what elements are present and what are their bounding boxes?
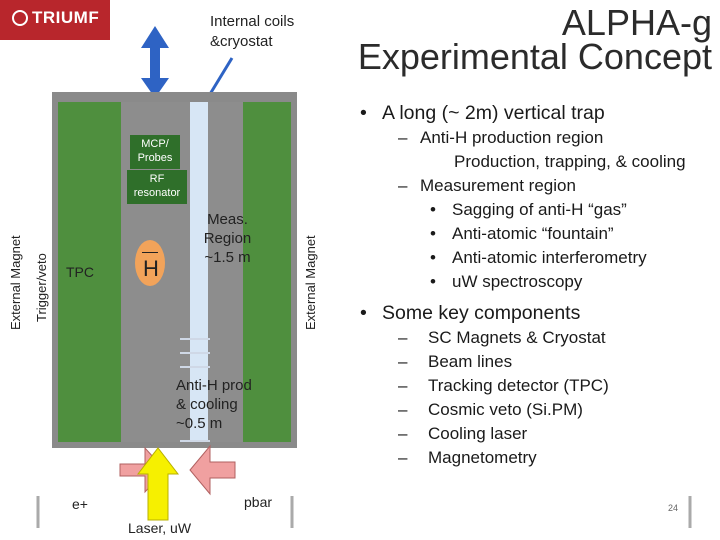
coils-label-line2: &cryostat	[210, 33, 273, 50]
bullet-marker: •	[430, 200, 436, 219]
laser-beam-arrow-icon	[138, 448, 178, 520]
bullet-marker: –	[398, 328, 408, 347]
slide-title-line2: Experimental Concept	[357, 36, 712, 77]
coils-label-line1: Internal coils	[210, 13, 295, 30]
pbar-label: pbar	[244, 494, 273, 510]
external-magnet-right-label: External Magnet	[303, 235, 318, 330]
bullet-item	[360, 270, 710, 294]
bullet-marker: –	[398, 424, 408, 443]
bullet-text: A long (~ 2m) vertical trap	[382, 102, 605, 124]
bullet-item	[360, 246, 710, 270]
bullet-text: Anti-atomic interferometry	[452, 248, 647, 267]
positron-label: e+	[72, 496, 88, 512]
bullet-item	[360, 198, 710, 222]
bullet-marker: –	[398, 400, 408, 419]
bullet-marker: •	[360, 102, 367, 124]
bullet-item	[360, 150, 710, 174]
bullet-item	[360, 174, 710, 198]
bullet-text: SC Magnets & Cryostat	[428, 328, 606, 347]
bullet-text: Anti-atomic “fountain”	[452, 224, 614, 243]
mcp-label-line2: Probes	[137, 152, 173, 164]
prod-line1: Anti-H prod	[176, 377, 252, 394]
rf-label-line2: resonator	[133, 187, 181, 199]
prod-line3: ~0.5 m	[176, 415, 223, 432]
rf-label-line1: RF	[149, 173, 165, 185]
pbar-beam-arrow-icon	[190, 446, 235, 494]
bullet-text: Some key components	[382, 302, 581, 324]
laser-label: Laser, uW	[128, 520, 192, 536]
bullet-text: Anti-H production region	[420, 128, 604, 147]
external-magnet-left-label: External Magnet	[8, 235, 23, 330]
bullet-marker: –	[398, 352, 408, 371]
trigger-veto-label: Trigger/veto	[34, 253, 49, 322]
bullet-text: Cooling laser	[428, 424, 528, 443]
bullet-item	[360, 374, 710, 398]
bullet-text: Sagging of anti-H “gas”	[452, 200, 627, 219]
hbar-symbol: H	[143, 256, 159, 281]
page-number: 24	[667, 503, 678, 513]
meas-line2: Region	[203, 230, 252, 247]
tpc-label: TPC	[66, 264, 94, 280]
bullet-item	[360, 446, 710, 470]
bullet-item	[360, 422, 710, 446]
bullet-text: uW spectroscopy	[452, 272, 583, 291]
bullet-item	[360, 126, 710, 150]
bullet-marker: •	[430, 272, 436, 291]
bullet-text: Measurement region	[420, 176, 576, 195]
bullet-item	[360, 398, 710, 422]
logo-text: TRIUMF	[32, 8, 100, 27]
prod-line2: & cooling	[176, 396, 238, 413]
bullet-marker: –	[398, 448, 408, 467]
bullet-list	[360, 100, 710, 470]
bullet-item	[360, 222, 710, 246]
mcp-label-line1: MCP/	[141, 138, 169, 150]
bullet-text: Magnetometry	[428, 448, 537, 467]
bullet-marker: –	[398, 176, 408, 195]
bullet-item	[360, 326, 710, 350]
bullet-marker	[432, 150, 454, 174]
bullet-item	[360, 350, 710, 374]
bullet-text: Tracking detector (TPC)	[428, 376, 609, 395]
bullet-text: Production, trapping, & cooling	[454, 152, 686, 171]
meas-line1: Meas.	[207, 211, 248, 228]
bullet-marker: –	[398, 376, 408, 395]
bullet-marker: •	[430, 224, 436, 243]
bullet-marker: –	[398, 128, 408, 147]
bullet-marker: •	[430, 248, 436, 267]
slide-title-line1: ALPHA-g	[561, 2, 712, 43]
meas-line3: ~1.5 m	[204, 249, 251, 266]
bullet-text: Cosmic veto (Si.PM)	[428, 400, 583, 419]
bullet-item	[360, 100, 710, 126]
bullet-marker: •	[360, 302, 367, 324]
bullet-text: Beam lines	[428, 352, 513, 371]
bullet-item	[360, 300, 710, 326]
